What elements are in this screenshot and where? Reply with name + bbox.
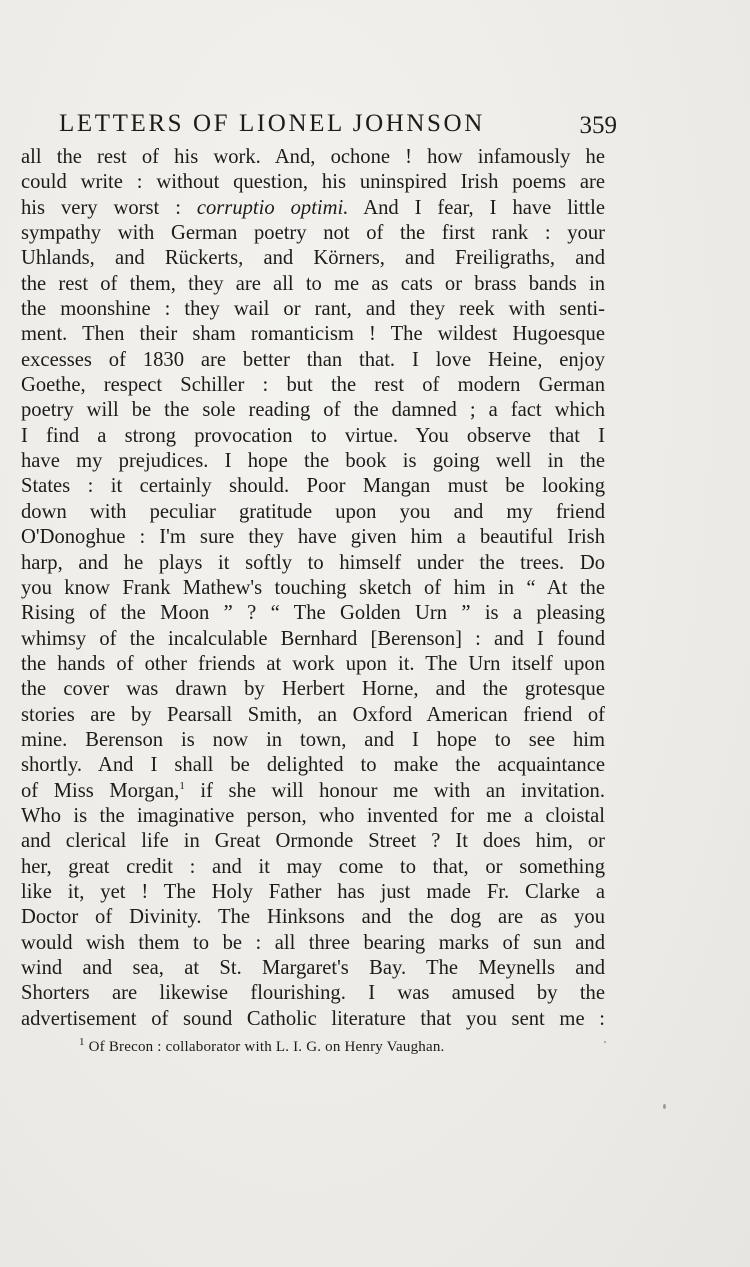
text-line: mine. Berenson is now in town, and I hope to see him [21, 728, 605, 751]
text-line: all the rest of his work. And, ochone ! how infamously he [21, 146, 605, 168]
text-line: the moonshine : they wail or rant, and they reek with senti- [21, 298, 605, 321]
text-line: advertisement of sound Catholic literature that you sent me : [21, 1007, 605, 1030]
text-line: like it, yet ! The Holy Father has just made Fr. Clarke a [21, 880, 605, 903]
text-line: would wish them to be : all three bearing marks of sun and [21, 931, 605, 954]
text-line: ment. Then their sham romanticism ! The wildest Hugoesque [21, 323, 605, 346]
text-line: down with peculiar gratitude upon you and my friend [21, 500, 605, 523]
footnote-reference: 1 [179, 779, 185, 792]
text-line: wind and sea, at St. Margaret's Bay. The Meynells and [21, 957, 605, 979]
text-line-end: And I fear, I have little [348, 196, 606, 219]
text-line: I find a strong provocation to virtue. You observe that I [21, 424, 605, 447]
text-line: and clerical life in Great Ormonde Street ? It does him, or [21, 830, 605, 853]
text-line: excesses of 1830 are better than that. I love Heine, enjoy [21, 348, 605, 371]
running-title: LETTERS OF LIONEL JOHNSON [59, 110, 485, 137]
text-line: you know Frank Mathew's touching sketch of him in “ At the [21, 576, 605, 599]
text-line: Shorters are likewise flourishing. I was amused by the [21, 982, 605, 1005]
footnote-text: Of Brecon : collaborator with L. I. G. on Henry Vaughan. [84, 1039, 445, 1055]
page-number: 359 [579, 112, 617, 139]
text-line: Doctor of Divinity. The Hinksons and the dog are as you [21, 906, 605, 929]
text-line: O'Donoghue : I'm sure they have given him a beautiful Irish [21, 526, 605, 549]
text-line: the cover was drawn by Herbert Horne, and the grotesque [21, 678, 605, 701]
text-line: the hands of other friends at work upon it. The Urn itself upon [21, 652, 605, 675]
text-line: shortly. And I shall be delighted to make the acquaintance [21, 754, 605, 777]
text-line: her, great credit : and it may come to that, or something [21, 855, 605, 878]
text-line [21, 779, 605, 804]
text-line: States : it certainly should. Poor Mangan must be looking [21, 475, 605, 498]
footnote [79, 1036, 445, 1058]
text-line: sympathy with German poetry not of the first rank : your [21, 222, 605, 245]
text-line-end: if she will honour me with an invitation. [184, 779, 605, 802]
paper-speck [604, 1041, 606, 1043]
text-line: Who is the imaginative person, who invented for me a cloistal [21, 804, 605, 827]
running-head [59, 104, 617, 144]
text-line: have my prejudices. I hope the book is going well in the [21, 450, 605, 473]
text-line: Rising of the Moon ” ? “ The Golden Urn ” is a pleasing [21, 602, 605, 625]
text-line: stories are by Pearsall Smith, an Oxford American friend of [21, 703, 605, 726]
text-line: poetry will be the sole reading of the damned ; a fact which [21, 399, 605, 422]
text-line: whimsy of the incalculable Bernhard [Berenson] : and I found [21, 627, 605, 650]
footnote-mark: 1 [79, 1036, 85, 1048]
text-line-start: his very worst : [21, 196, 197, 219]
text-line-start: of Miss Morgan, [21, 779, 180, 802]
text-line: the rest of them, they are all to me as cats or brass bands in [21, 272, 605, 295]
text-line: could write : without question, his uninspired Irish poems are [21, 171, 605, 194]
text-line: Goethe, respect Schiller : but the rest of modern German [21, 374, 605, 397]
paper-speck [663, 1104, 666, 1109]
text-line: harp, and he plays it softly to himself under the trees. Do [21, 551, 605, 574]
text-line [21, 196, 605, 221]
text-line: Uhlands, and Rückerts, and Körners, and Freiligraths, and [21, 247, 605, 270]
latin-phrase: corruptio optimi. [196, 196, 349, 219]
letter-body [21, 145, 605, 1032]
